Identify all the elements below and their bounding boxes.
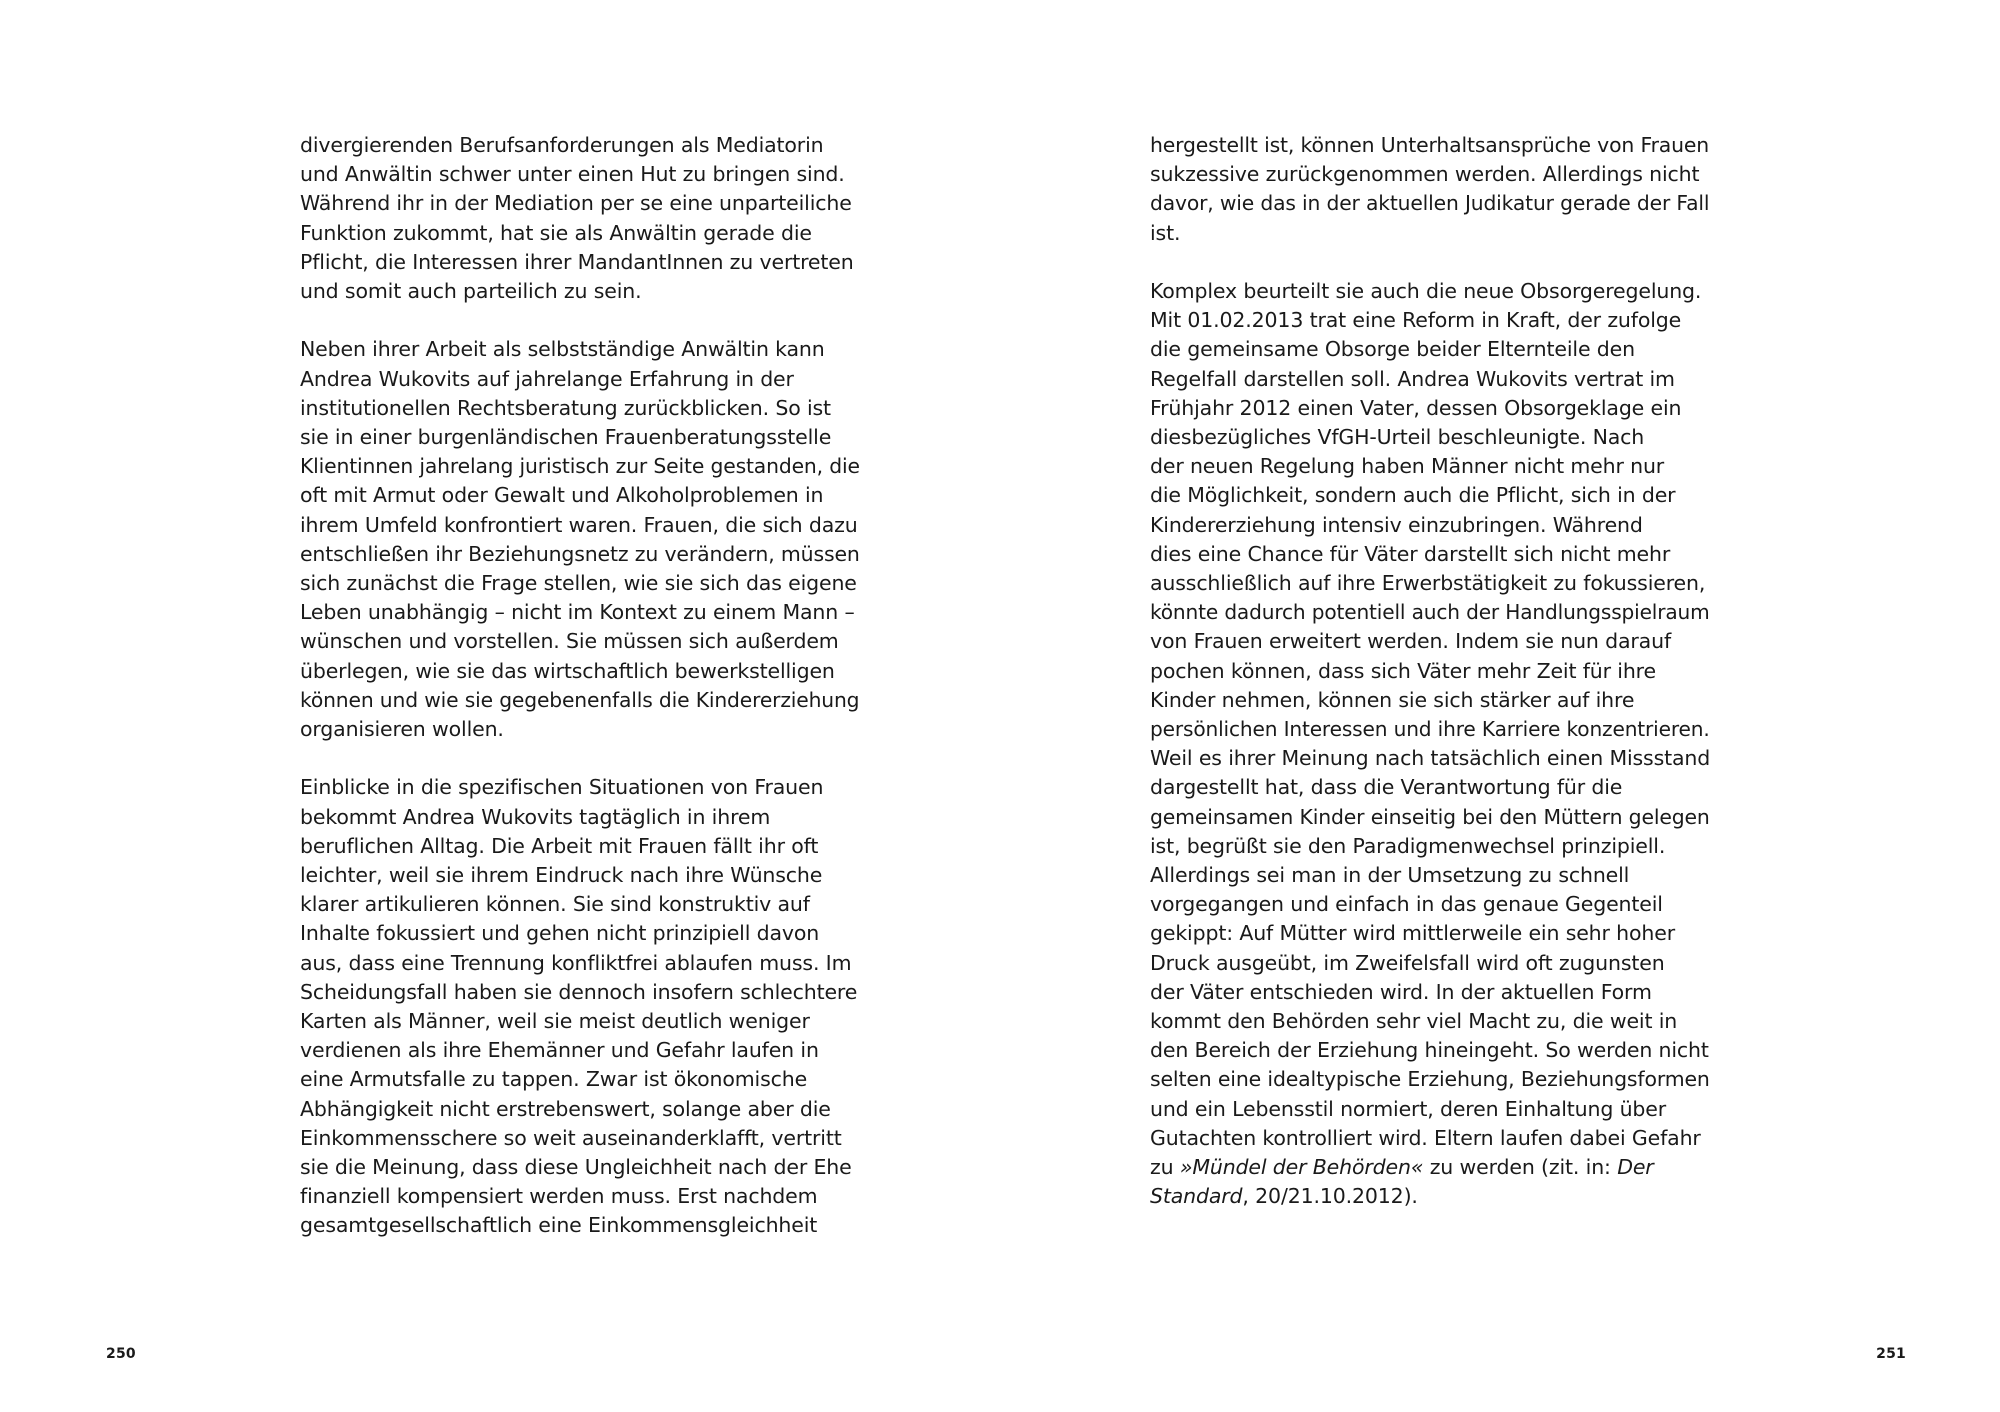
text-line: sich zunächst die Frage stellen, wie sie sich das eigene [300, 571, 857, 596]
text-line: Allerdings sei man in der Umsetzung zu schnell [1150, 863, 1630, 888]
left-text-column [300, 131, 860, 1241]
paragraph [1150, 277, 1710, 1212]
page-number-right: 251 [1876, 1346, 1906, 1362]
paragraph [300, 773, 860, 1240]
paragraph-gap [300, 306, 860, 335]
text-line: vorgegangen und einfach in das genaue Gegenteil [1150, 892, 1663, 917]
text-line: Funktion zukommt, hat sie als Anwältin gerade die [300, 220, 812, 245]
text-line: Einkommensschere so weit auseinanderklafft, vertritt [300, 1125, 842, 1150]
text-line: gemeinsamen Kinder einseitig bei den Müttern gelegen [1150, 804, 1710, 829]
text-line: Einblicke in die spezifischen Situationen von Frauen [300, 775, 824, 800]
text-line: Komplex beurteilt sie auch die neue Obsorgeregelung. [1150, 279, 1702, 303]
text-line: die gemeinsame Obsorge beider Elternteile den [1150, 337, 1635, 362]
text-line: Weil es ihrer Meinung nach tatsächlich einen Missstand [1150, 746, 1711, 771]
text-line: Kindererziehung intensiv einzubringen. Während [1150, 512, 1643, 537]
text-line: entschließen ihr Beziehungsnetz zu verändern, müssen [300, 541, 860, 566]
text-line: eine Armutsfalle zu tappen. Zwar ist ökonomische [300, 1067, 808, 1092]
text-line: persönlichen Interessen und ihre Karriere konzentrieren. [1150, 717, 1710, 742]
text-line: ist. [1150, 220, 1181, 245]
paragraph-gap [300, 744, 860, 773]
citation-middle: zu werden (zit. in: [1423, 1155, 1618, 1180]
text-line: dargestellt hat, dass die Verantwortung für die [1150, 775, 1623, 800]
text-line: sie in einer burgenländischen Frauenberatungsstelle [300, 425, 832, 450]
text-line: leichter, weil sie ihrem Eindruck nach ihre Wünsche [300, 863, 823, 888]
text-line: Während ihr in der Mediation per se eine unparteiliche [300, 191, 852, 216]
text-line: Andrea Wukovits auf jahrelange Erfahrung in der [300, 366, 794, 391]
text-line: sie die Meinung, dass diese Ungleichheit nach der Ehe [300, 1155, 852, 1180]
citation-prefix: zu [1150, 1155, 1180, 1180]
text-line: und Anwältin schwer unter einen Hut zu bringen sind. [300, 162, 845, 187]
text-line: können und wie sie gegebenenfalls die Kindererziehung [300, 687, 860, 712]
paragraph [300, 335, 860, 744]
text-line: Abhängigkeit nicht erstrebenswert, solange aber die [300, 1096, 831, 1121]
text-line: selten eine idealtypische Erziehung, Beziehungsformen [1150, 1067, 1710, 1092]
text-line: die Möglichkeit, sondern auch die Pflicht, sich in der [1150, 483, 1676, 508]
text-line: ihrem Umfeld konfrontiert waren. Frauen, die sich dazu [300, 512, 858, 537]
text-line: kommt den Behörden sehr viel Macht zu, die weit in [1150, 1009, 1678, 1034]
text-line: Inhalte fokussiert und gehen nicht prinzipiell davon [300, 921, 820, 946]
citation-line [1150, 1153, 1710, 1182]
text-line: gekippt: Auf Mütter wird mittlerweile ein sehr hoher [1150, 921, 1675, 946]
paragraph-gap [1150, 248, 1710, 277]
text-line: Mit 01.02.2013 trat eine Reform in Kraft, der zufolge [1150, 308, 1682, 333]
text-line: ausschließlich auf ihre Erwerbstätigkeit zu fokussieren, [1150, 571, 1706, 596]
text-line: Druck ausgeübt, im Zweifelsfall wird oft zugunsten [1150, 950, 1665, 975]
text-line: gesamtgesellschaftlich eine Einkommensgleichheit [300, 1213, 818, 1238]
text-line: könnte dadurch potentiell auch der Handlungsspielraum [1150, 600, 1710, 625]
text-line: Scheidungsfall haben sie dennoch insofern schlechtere [300, 979, 858, 1004]
text-line: bekommt Andrea Wukovits tagtäglich in ihrem [300, 804, 771, 829]
text-line: Klientinnen jahrelang juristisch zur Seite gestanden, die [300, 454, 860, 479]
text-line: pochen können, dass sich Väter mehr Zeit für ihre [1150, 658, 1656, 683]
right-text-column [1150, 131, 1710, 1212]
text-line: von Frauen erweitert werden. Indem sie nun darauf [1150, 629, 1672, 654]
text-line: divergierenden Berufsanforderungen als Mediatorin [300, 133, 824, 157]
citation-line [1150, 1182, 1710, 1211]
text-line: überlegen, wie sie das wirtschaftlich bewerkstelligen [300, 658, 835, 683]
right-page [1000, 0, 2000, 1412]
text-line: Gutachten kontrolliert wird. Eltern laufen dabei Gefahr [1150, 1125, 1701, 1150]
text-line: Neben ihrer Arbeit als selbstständige Anwältin kann [300, 337, 825, 362]
text-line: den Bereich der Erziehung hineingeht. So werden nicht [1150, 1038, 1709, 1063]
text-line: organisieren wollen. [300, 717, 504, 742]
citation-source-part1: Der [1617, 1155, 1654, 1180]
text-line: ist, begrüßt sie den Paradigmenwechsel prinzipiell. [1150, 833, 1666, 858]
page-number-left: 250 [106, 1346, 136, 1362]
text-line: hergestellt ist, können Unterhaltsansprüche von Frauen [1150, 133, 1710, 157]
text-line: institutionellen Rechtsberatung zurückblicken. So ist [300, 395, 831, 420]
text-line: aus, dass eine Trennung konfliktfrei ablaufen muss. Im [300, 950, 852, 975]
text-line: Karten als Männer, weil sie meist deutlich weniger [300, 1009, 810, 1034]
text-line: oft mit Armut oder Gewalt und Alkoholproblemen in [300, 483, 824, 508]
citation-quote: »Mündel der Behörden« [1179, 1155, 1424, 1180]
text-line: sukzessive zurückgenommen werden. Allerdings nicht [1150, 162, 1700, 187]
text-line: diesbezügliches VfGH-Urteil beschleunigte. Nach [1150, 425, 1645, 450]
text-line: Pflicht, die Interessen ihrer MandantInnen zu vertreten [300, 249, 854, 274]
text-line: und somit auch parteilich zu sein. [300, 279, 642, 304]
text-line: der neuen Regelung haben Männer nicht mehr nur [1150, 454, 1665, 479]
text-line: Leben unabhängig – nicht im Kontext zu einem Mann – [300, 600, 855, 625]
text-line: der Väter entschieden wird. In der aktuellen Form [1150, 979, 1652, 1004]
text-line: davor, wie das in der aktuellen Judikatur gerade der Fall [1150, 191, 1710, 216]
text-line: Kinder nehmen, können sie sich stärker auf ihre [1150, 687, 1635, 712]
text-line: klarer artikulieren können. Sie sind konstruktiv auf [300, 892, 810, 917]
paragraph [300, 131, 860, 306]
text-line: und ein Lebensstil normiert, deren Einhaltung über [1150, 1096, 1667, 1121]
text-line: Regelfall darstellen soll. Andrea Wukovits vertrat im [1150, 366, 1675, 391]
text-line: finanziell kompensiert werden muss. Erst nachdem [300, 1184, 818, 1209]
text-line: beruflichen Alltag. Die Arbeit mit Frauen fällt ihr oft [300, 833, 819, 858]
paragraph [1150, 131, 1710, 248]
text-line: Frühjahr 2012 einen Vater, dessen Obsorgeklage ein [1150, 395, 1682, 420]
text-line: wünschen und vorstellen. Sie müssen sich außerdem [300, 629, 839, 654]
text-line: verdienen als ihre Ehemänner und Gefahr laufen in [300, 1038, 819, 1063]
citation-source-part2: Standard [1150, 1184, 1243, 1209]
citation-date: , 20/21.10.2012). [1242, 1184, 1418, 1209]
text-line: dies eine Chance für Väter darstellt sich nicht mehr [1150, 541, 1671, 566]
